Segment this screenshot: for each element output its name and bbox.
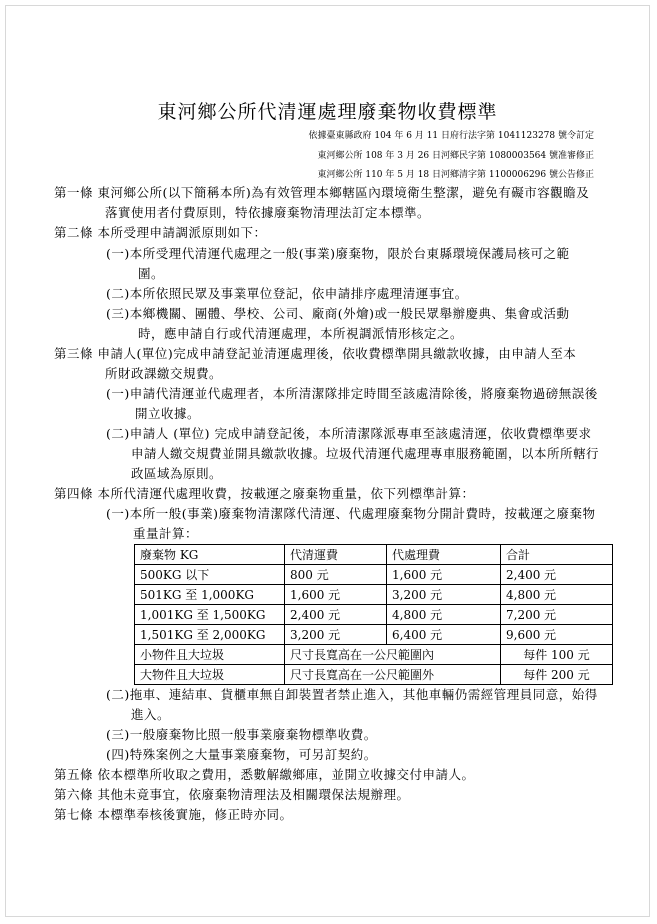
item-type-cell: 大物件且大垃圾: [135, 665, 285, 685]
processing-fee-cell: 6,400 元: [387, 625, 501, 645]
article-3-line-1: 第三條 申請人(單位)完成申請登記並清運處理後，依收費標準開具繳款收據，由申請人至本: [54, 346, 577, 361]
item-type-cell: 小物件且大垃圾: [135, 645, 285, 665]
article-2-heading: 第二條 本所受理申請調派原則如下：: [54, 225, 267, 240]
table-row: [135, 625, 613, 645]
total-cell: 4,800 元: [501, 585, 613, 605]
table-row: [135, 665, 613, 685]
regulation-source-2: 東河鄉公所 108 年 3 月 26 日河鄉民字第 1080003564 號准審修正: [317, 151, 594, 161]
article-2-item-1-line-2: 圍。: [138, 266, 165, 281]
fee-table-header-row: [135, 545, 613, 565]
article-3-item-1-line-1: (一)申請代清運並代處理者，本所清潔隊排定時間至該處清除後，將廢棄物過磅無誤後: [106, 386, 598, 401]
article-2-item-2: (二)本所依照民眾及事業單位登記，依申請排序處理清運事宜。: [106, 286, 468, 301]
article-4-item-2-line-1: (二)拖車、連結車、貨櫃車無自卸裝置者禁止進入，其他車輛仍需經管理員同意，始得: [106, 687, 598, 702]
transport-fee-cell: 800 元: [285, 565, 387, 585]
article-1-line-1: 第一條 東河鄉公所(以下簡稱本所)為有效管理本鄉轄區內環境衛生整潔，避免有礙市容觀瞻及: [54, 185, 590, 200]
weight-cell: 1,501KG 至 2,000KG: [135, 625, 285, 645]
article-3-item-2-line-2: 申請人繳交規費並開具繳款收據。垃圾代清運代處理專車服務範圍，以本所所轄行: [131, 446, 600, 461]
processing-fee-cell: 1,600 元: [387, 565, 501, 585]
weight-cell: 500KG 以下: [135, 565, 285, 585]
total-cell: 7,200 元: [501, 605, 613, 625]
regulation-source-3: 東河鄉公所 110 年 5 月 18 日河鄉清字第 1100006296 號公告修正: [317, 170, 594, 180]
article-4-item-3: (三)一般廢棄物比照一般事業廢棄物標準收費。: [106, 727, 377, 742]
size-range-cell: 尺寸長寬高在一公尺範圍外: [285, 665, 501, 685]
article-2-item-1-line-1: (一)本所受理代清運代處理之一般(事業)廢棄物，限於台東縣環境保護局核可之範: [106, 246, 570, 261]
fee-table: [134, 544, 613, 685]
transport-fee-cell: 3,200 元: [285, 625, 387, 645]
article-4-heading: 第四條 本所代清運代處理收費，按載運之廢棄物重量，依下列標準計算：: [54, 486, 475, 501]
weight-cell: 501KG 至 1,000KG: [135, 585, 285, 605]
article-1-line-2: 落實使用者付費原則，特依據廢棄物清理法訂定本標準。: [105, 205, 431, 220]
article-3-item-2-line-3: 政區域為原則。: [131, 466, 223, 481]
article-2-item-3-line-2: 時，應申請自行或代清運處理，本所視調派情形核定之。: [138, 326, 464, 341]
header-processing-fee: 代處理費: [387, 545, 501, 565]
transport-fee-cell: 1,600 元: [285, 585, 387, 605]
per-item-fee-cell: 每件 100 元: [501, 645, 613, 665]
article-4-item-1-line-2: 重量計算：: [133, 526, 199, 541]
article-7: 第七條 本標準奉核後實施，修正時亦同。: [54, 807, 293, 822]
article-3-item-1-line-2: 開立收據。: [135, 406, 201, 421]
total-cell: 9,600 元: [501, 625, 613, 645]
article-4-item-4: (四)特殊案例之大量事業廢棄物，可另訂契約。: [106, 747, 377, 762]
article-2-item-3-line-1: (三)本鄉機關、團體、學校、公司、廠商(外燴)或一般民眾舉辦慶典、集會或活動: [106, 306, 570, 321]
table-row: [135, 565, 613, 585]
header-total: 合計: [501, 545, 613, 565]
table-row: [135, 605, 613, 625]
article-3-item-2-line-1: (二)申請人 (單位) 完成申請登記後，本所清潔隊派專車至該處清運，依收費標準要求: [106, 426, 592, 441]
weight-cell: 1,001KG 至 1,500KG: [135, 605, 285, 625]
article-5: 第五條 依本標準所收取之費用，悉數解繳鄉庫，並開立收據交付申請人。: [54, 767, 475, 782]
header-transport-fee: 代清運費: [285, 545, 387, 565]
article-4-item-1-line-1: (一)本所一般(事業)廢棄物清潔隊代清運、代處理廢棄物分開計費時，按載運之廢棄物: [106, 506, 596, 521]
article-6: 第六條 其他未竟事宜，依廢棄物清理法及相關環保法規辦理。: [54, 787, 410, 802]
header-weight: 廢棄物 KG: [135, 545, 285, 565]
article-3-line-2: 所財政課繳交規費。: [105, 366, 223, 381]
total-cell: 2,400 元: [501, 565, 613, 585]
table-row: [135, 585, 613, 605]
processing-fee-cell: 4,800 元: [387, 605, 501, 625]
document-title: 東河鄉公所代清運處理廢棄物收費標準: [157, 101, 498, 123]
transport-fee-cell: 2,400 元: [285, 605, 387, 625]
article-4-item-2-line-2: 進入。: [131, 707, 171, 722]
table-row: [135, 645, 613, 665]
per-item-fee-cell: 每件 200 元: [501, 665, 613, 685]
regulation-source-1: 依據臺東縣政府 104 年 6 月 11 日府行法字第 1041123278 號令訂定: [308, 131, 594, 141]
document-page: [5, 5, 650, 917]
processing-fee-cell: 3,200 元: [387, 585, 501, 605]
size-range-cell: 尺寸長寬高在一公尺範圍內: [285, 645, 501, 665]
